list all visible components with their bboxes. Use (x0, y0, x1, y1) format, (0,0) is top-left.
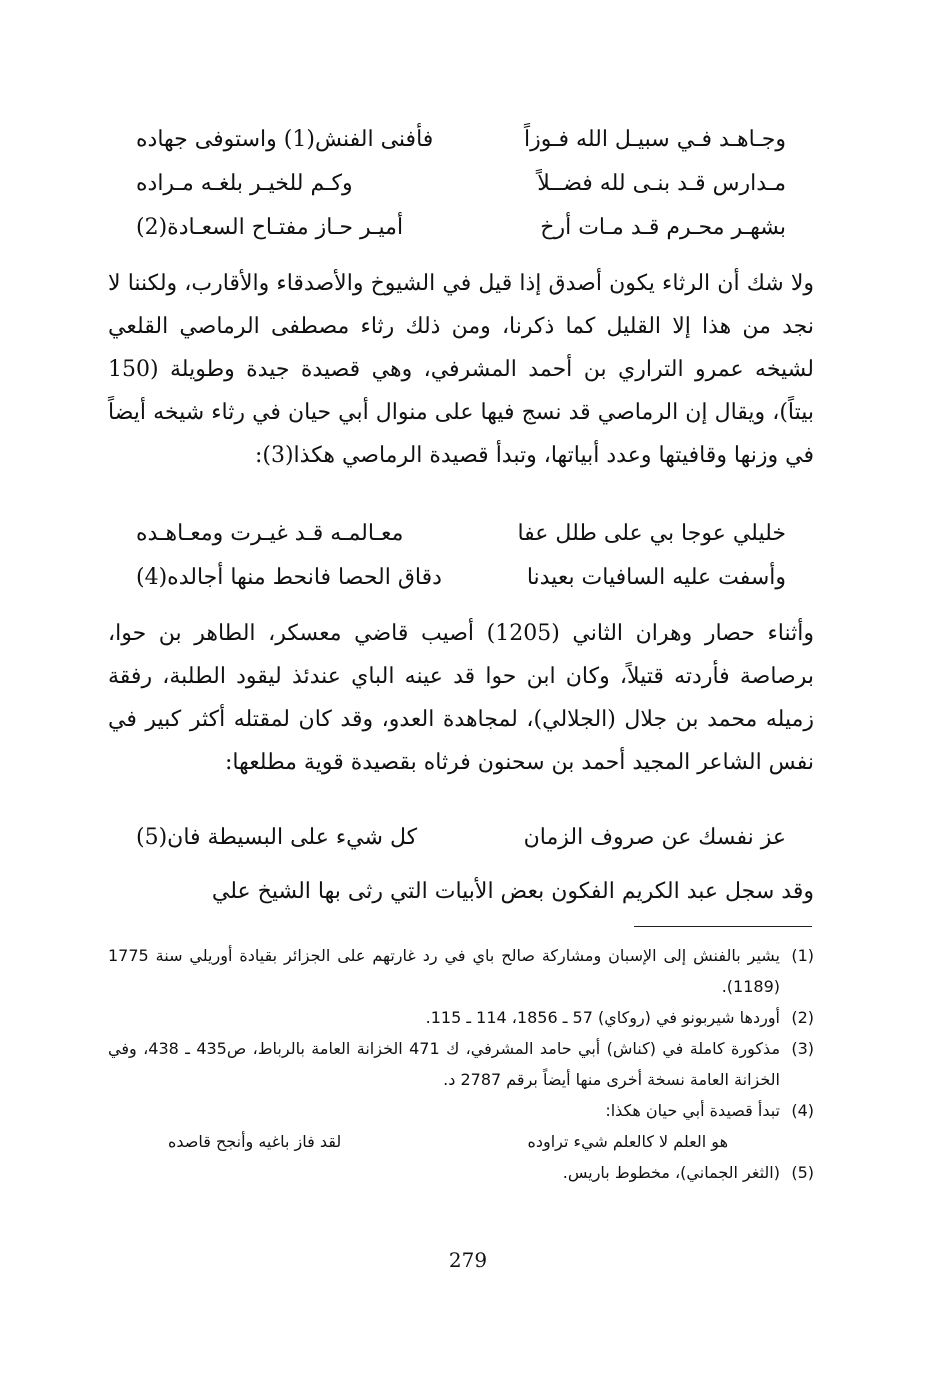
verse-second-hemistich: فأفنى الفنش(1) واستوفى جهاده (136, 127, 434, 152)
footnote-item (108, 1033, 814, 1095)
paragraph-elegy (108, 262, 814, 477)
footnote-verse (168, 1126, 728, 1157)
footnote-item (108, 1095, 814, 1126)
footnotes (108, 940, 814, 1188)
footnote-number: (1) (791, 946, 814, 965)
footnote-text: يشير بالفنش إلى الإسبان ومشاركة صالح باي في رد غارتهم على الجزائر بقيادة أوريلي سنة 1775 (1189). (108, 946, 780, 996)
verse-line (136, 816, 786, 860)
paragraph-siege (108, 612, 814, 784)
footnote-text: مذكورة كاملة في (كناش) أبي حامد المشرفي، ك 471 الخزانة العامة بالرباط، ص435 ـ 438، وفي الخزانة العامة نسخة أخرى منها أيضاً برقم 2787 د. (108, 1039, 781, 1089)
verses-top (136, 118, 786, 250)
verse-line (136, 118, 786, 162)
footnote-item (108, 1002, 814, 1033)
verse-first-hemistich: وجـاهـد فـي سبيـل الله فـوزاً (523, 127, 786, 152)
footnote-item (108, 1157, 814, 1188)
verse-first-hemistich: هو العلم لا كالعلم شيء تراوده (527, 1132, 728, 1151)
footnote-text: أوردها شيربونو في (روكاي) 57 ـ 1856، 114 ـ 115. (425, 1008, 780, 1027)
verse-line (136, 162, 786, 206)
footnote-divider (634, 926, 812, 927)
verse-second-hemistich: معـالمـه قـد غيـرت ومعـاهـده (136, 521, 404, 546)
footnote-number: (3) (791, 1039, 814, 1058)
footnote-text: تبدأ قصيدة أبي حيان هكذا: (605, 1101, 780, 1120)
verse-first-hemistich: خليلي عوجا بي على طلل عفا (517, 521, 786, 546)
verse-line (136, 512, 786, 556)
paragraph-text: وقد سجل عبد الكريم الفكون بعض الأبيات التي رثى بها الشيخ علي (211, 879, 814, 904)
footnote-number: (4) (791, 1101, 814, 1120)
verse-second-hemistich: لقد فاز باغيه وأنجح قاصده (168, 1132, 342, 1151)
verse-line (136, 556, 786, 600)
verse-first-hemistich: بشهـر محـرم قـد مـات أرخ (540, 215, 786, 240)
verse-first-hemistich: وأسفت عليه السافيات بعيدنا (526, 565, 786, 590)
verses-middle (136, 512, 786, 600)
footnote-item (108, 940, 814, 1002)
footnote-number: (5) (791, 1163, 814, 1182)
paragraph-continuation (108, 870, 814, 913)
verse-second-hemistich: دقاق الحصا فانحط منها أجالده(4) (136, 565, 442, 590)
verse-single (136, 816, 786, 860)
paragraph-text: وأثناء حصار وهران الثاني (1205) أصيب قاضي معسكر، الطاهر بن حوا، برصاصة فأردته قتيلاً، وكان ابن حوا قد عينه الباي عندئذ ليقود الطلبة، رفقة زميله محمد بن جلال (الجلالي)، لمجاهدة العدو، وقد كان لمقتله أكثر كبير في نفس الشاعر المجيد أحمد بن سحنون فرثاه بقصيدة قوية مطلعها: (108, 621, 814, 775)
footnote-text: (الثغر الجماني)، مخطوط باريس. (562, 1163, 780, 1182)
verse-second-hemistich: أميـر حـاز مفتـاح السعـادة(2) (136, 215, 404, 240)
verse-line (136, 206, 786, 250)
page-number: 279 (448, 1248, 488, 1272)
verse-first-hemistich: عز نفسك عن صروف الزمان (523, 825, 786, 850)
footnote-number: (2) (791, 1008, 814, 1027)
verse-second-hemistich: وكـم للخيـر بلغـه مـراده (136, 171, 353, 196)
verse-first-hemistich: مـدارس قـد بنـى لله فضــلاً (537, 171, 786, 196)
verse-second-hemistich: كل شيء على البسيطة فان(5) (136, 825, 418, 850)
paragraph-text: ولا شك أن الرثاء يكون أصدق إذا قيل في الشيوخ والأصدقاء والأقارب، ولكننا لا نجد من هذا إلا القليل كما ذكرنا، ومن ذلك رثاء مصطفى الرماصي القلعي لشيخه عمرو التراري بن أحمد المشرفي، وهي قصيدة جيدة وطويلة (150 بيتاً)، ويقال إن الرماصي قد نسج فيها على منوال أبي حيان في رثاء شيخه أيضاً في وزنها وقافيتها وعدد أبياتها، وتبدأ قصيدة الرماصي هكذا(3): (108, 271, 814, 468)
